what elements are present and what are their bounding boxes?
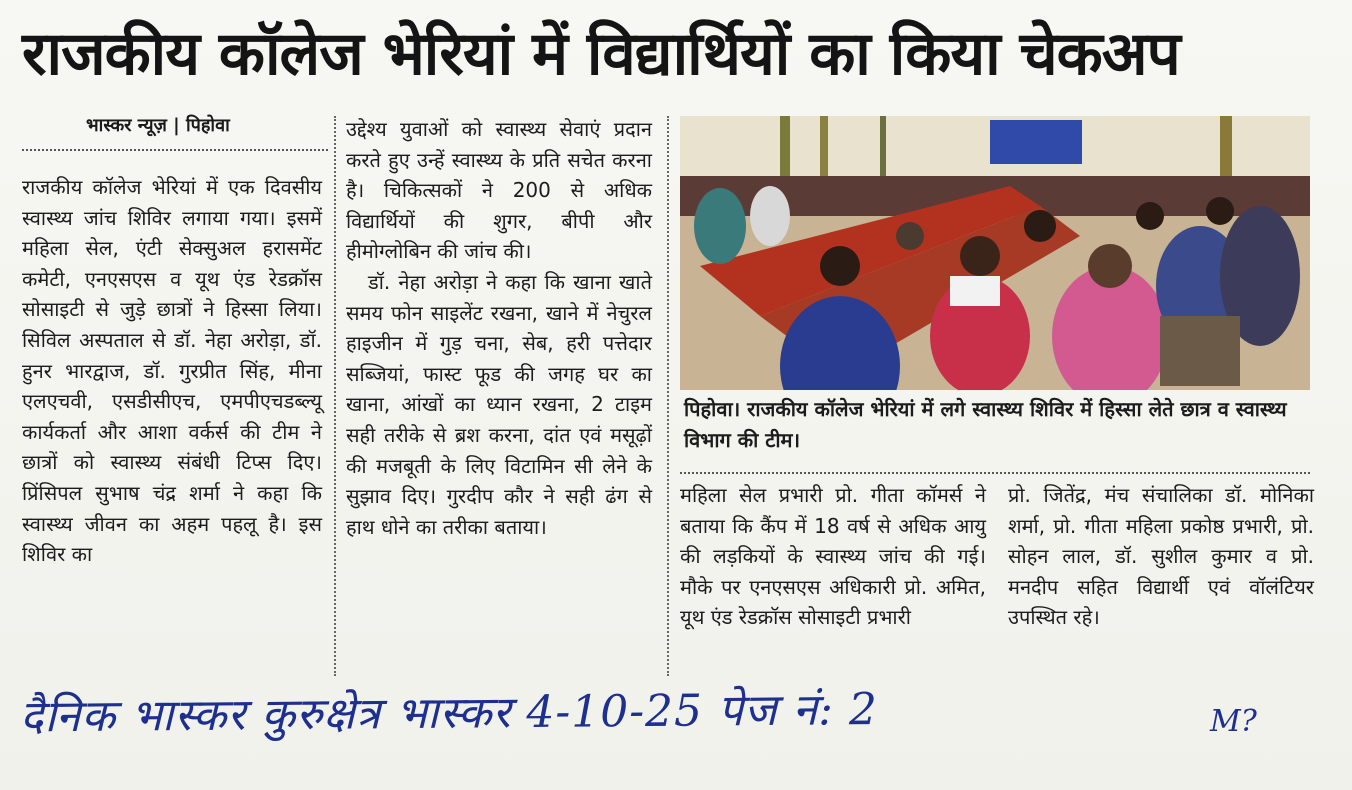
article-paragraph: महिला सेल प्रभारी प्रो. गीता कॉमर्स ने बताया कि कैंप में 18 वर्ष से अधिक आयु की लड़कियों के स्वास्थ्य जांच की गई। मौके पर एनएसएस अधिकारी प्रो. अमित, यूथ एंड रेडक्रॉस सोसाइटी प्रभारी xyxy=(680,483,986,630)
article-column-3 xyxy=(680,480,986,633)
article-column-4 xyxy=(1008,480,1314,633)
article-column-2 xyxy=(346,114,652,542)
article-paragraph: प्रो. जितेंद्र, मंच संचालिका डॉ. मोनिका शर्मा, प्रो. गीता महिला प्रकोष्ठ प्रभारी, प्रो. सोहन लाल, डॉ. सुशील कुमार व प्रो. मनदीप सहित विद्यार्थी एवं वॉलंटियर उपस्थित रहे। xyxy=(1008,483,1314,630)
headline: राजकीय कॉलेज भेरियां में विद्यार्थियों का किया चेकअप xyxy=(22,19,1180,89)
article-column-1 xyxy=(22,172,322,570)
byline: भास्कर न्यूज़ | पिहोवा xyxy=(86,115,230,136)
photo-illustration xyxy=(680,116,1310,390)
photo-caption: पिहोवा। राजकीय कॉलेज भेरियां में लगे स्वास्थ्य शिविर में हिस्सा लेते छात्र व स्वास्थ्य विभाग की टीम। xyxy=(684,397,1287,452)
event-photo xyxy=(680,116,1310,390)
handwritten-initials: M? xyxy=(1210,704,1257,739)
article-paragraph: उद्देश्य युवाओं को स्वास्थ्य सेवाएं प्रदान करते हुए उन्हें स्वास्थ्य के प्रति सचेत करना है। चिकित्सकों ने 200 से अधिक विद्यार्थियों की शुगर, बीपी और हीमोग्लोबिन की जांच की। xyxy=(346,117,652,264)
article-paragraph: राजकीय कॉलेज भेरियां में एक दिवसीय स्वास्थ्य जांच शिविर लगाया गया। इसमें महिला सेल, एंटी सेक्सुअल हरासमेंट कमेटी, एनएसएस व यूथ एंड रेडक्रॉस सोसाइटी से जुड़े छात्रों ने हिस्सा लिया। सिविल अस्पताल से डॉ. नेहा अरोड़ा, डॉ. हुनर भारद्वाज, डॉ. गुरप्रीत सिंह, मीना एलएचवी, एसडीसीएच, एमपीएचडब्ल्यू कार्यकर्ता और आशा वर्कर्स की टीम ने छात्रों को स्वास्थ्य संबंधी टिप्स दिए। प्रिंसिपल सुभाष चंद्र शर्मा ने कहा कि स्वास्थ्य जीवन का अहम पहलू है। इस शिविर का xyxy=(22,175,322,567)
byline-rule xyxy=(22,149,328,151)
column-divider xyxy=(334,116,336,676)
article-paragraph: डॉ. नेहा अरोड़ा ने कहा कि खाना खाते समय फोन साइलेंट रखना, खाने में नेचुरल हाइजीन में गुड़ चना, सेब, हरी पत्तेदार सब्जियां, फास्ट फूड की जगह घर का खाना, आंखों का ध्यान रखना, 2 टाइम सही तरीके से ब्रश करना, दांत एवं मसूढ़ों की मजबूती के लिए विटामिन सी लेने के सुझाव दिए। गुरदीप कौर ने सही ढंग से हाथ धोने का तरीका बताया। xyxy=(346,269,652,539)
caption-rule xyxy=(680,472,1310,474)
handwritten-source-note: दैनिक भास्कर कुरुक्षेत्र भास्कर 4-10-25 पेज नं: 2 xyxy=(19,683,879,743)
column-divider xyxy=(667,116,669,676)
